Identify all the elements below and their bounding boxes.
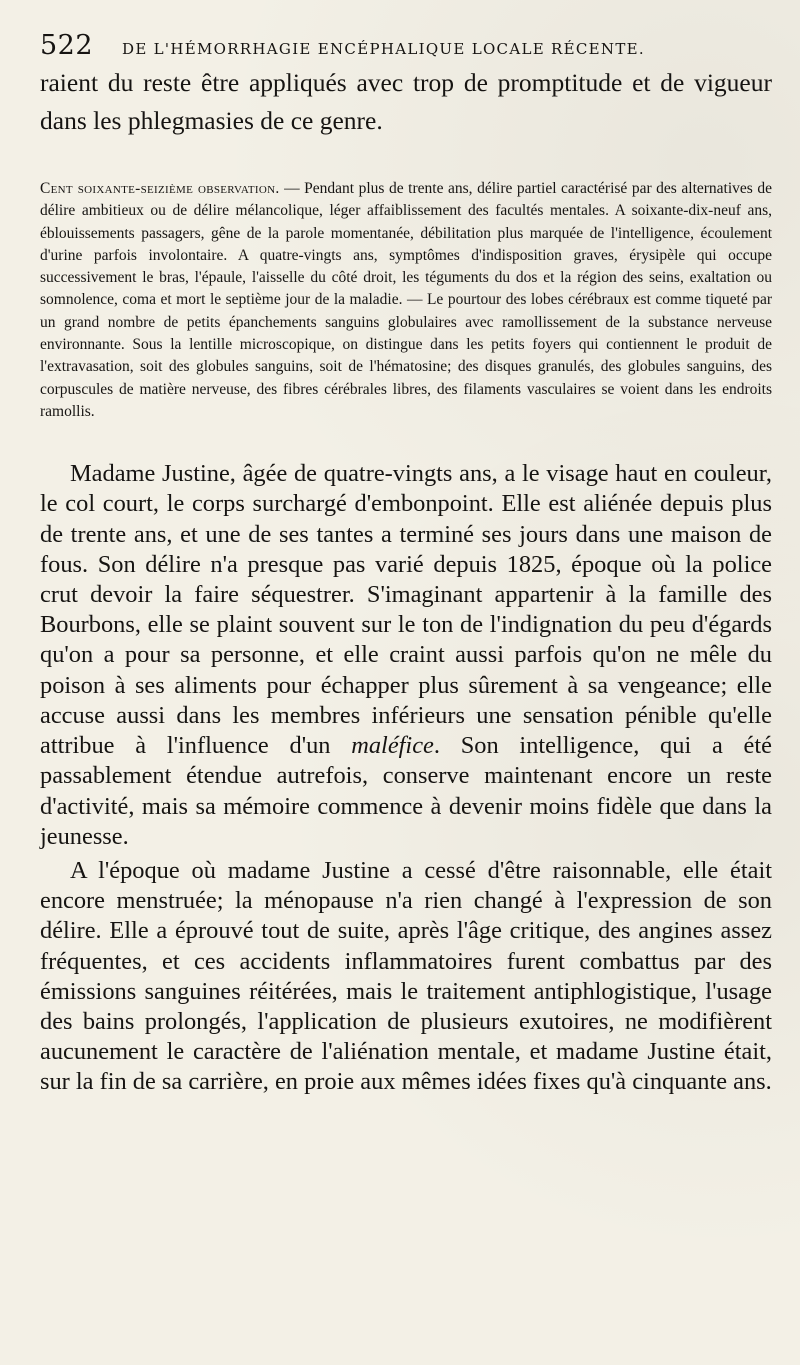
running-title: DE L'HÉMORRHAGIE ENCÉPHALIQUE LOCALE RÉCENTE. bbox=[122, 40, 645, 58]
observation-title: Cent soixante-seizième observation. bbox=[40, 180, 280, 197]
paragraph-1-text-a: Madame Justine, âgée de quatre-vingts ans, a le visage haut en couleur, le col court, le corps surchargé d'embonpoint. Elle est aliénée depuis plus de trente ans, et une de ses tantes a terminé ses jours dans une maison de fous. Son délire n'a presque pas varié depuis 1825, époque où la police crut devoir la faire séquestrer. S'imaginant appartenir à la famille des Bourbons, elle se plaint souvent sur le ton de l'indignation du peu d'égards qu'on a pour sa personne, et elle craint aussi parfois qu'on ne mêle du poison à ses aliments pour échapper plus sûrement à sa vengeance; elle accuse aussi dans les membres inférieurs une sensation pénible qu'elle attribue à l'influence d'un bbox=[40, 460, 772, 760]
paragraph-1-italic: maléfice bbox=[351, 732, 434, 760]
section-spacer bbox=[40, 140, 772, 178]
continuation-paragraph: raient du reste être appliqués avec trop de promptitude et de vigueur dans les phlegmasies de ce genre. bbox=[40, 68, 772, 135]
page-number: 522 bbox=[40, 30, 94, 61]
case-paragraph-1 bbox=[40, 459, 772, 852]
case-paragraph-2: A l'époque où madame Justine a cessé d'être raisonnable, elle était encore menstruée; la ménopause n'a rien changé à l'expression de son délire. Elle a éprouvé tout de suite, après l'âge critique, des angines assez fréquentes, et ces accidents inflammatoires furent combattus par des émissions sanguines réitérées, mais le traitement antiphlogistique, l'usage des bains prolongés, l'application de plusieurs exutoires, ne modifièrent aucunement le caractère de l'aliénation mentale, et madame Justine était, sur la fin de sa carrière, en proie aux mêmes idées fixes qu'à cinquante ans. bbox=[40, 856, 772, 1096]
running-head bbox=[40, 30, 772, 60]
paragraph-1-text-b: . Son intelligence, qui a été passablement étendue autrefois, conserve maintenant encore un reste d'activité, mais sa mémoire commence à devenir moins fidèle que dans la jeunesse. bbox=[40, 732, 772, 850]
observation-text: — Pendant plus de trente ans, délire partiel caractérisé par des alternatives de délire ambitieux ou de délire mélancolique, léger affaiblissement des facultés mentales. A soixante-dix-neuf ans, éblouissements passagers, gêne de la parole momentanée, débilitation plus marquée de l'intelligence, écoulement d'urine parfois involontaire. A quatre-vingts ans, symptômes d'indisposition graves, érysipèle qui occupe successivement le bras, l'épaule, l'aisselle du côté droit, les téguments du dos et la région des seins, exaltation ou somnolence, coma et mort le septième jour de la maladie. — Le pourtour des lobes cérébraux est comme tiqueté par un grand nombre de petits épanchements sanguins globulaires avec ramollissement de la substance nerveuse environnante. Sous la lentille microscopique, on distingue dans les petits foyers qui contiennent le produit de l'extravasation, soit des globules sanguins, soit de l'hématosine; des disques granulés, des globules sanguins, des corpuscules de matière nerveuse, des fibres cérébrales libres, des filaments vasculaires se voient dans les endroits ramollis. bbox=[40, 180, 772, 420]
observation-summary bbox=[40, 178, 772, 423]
